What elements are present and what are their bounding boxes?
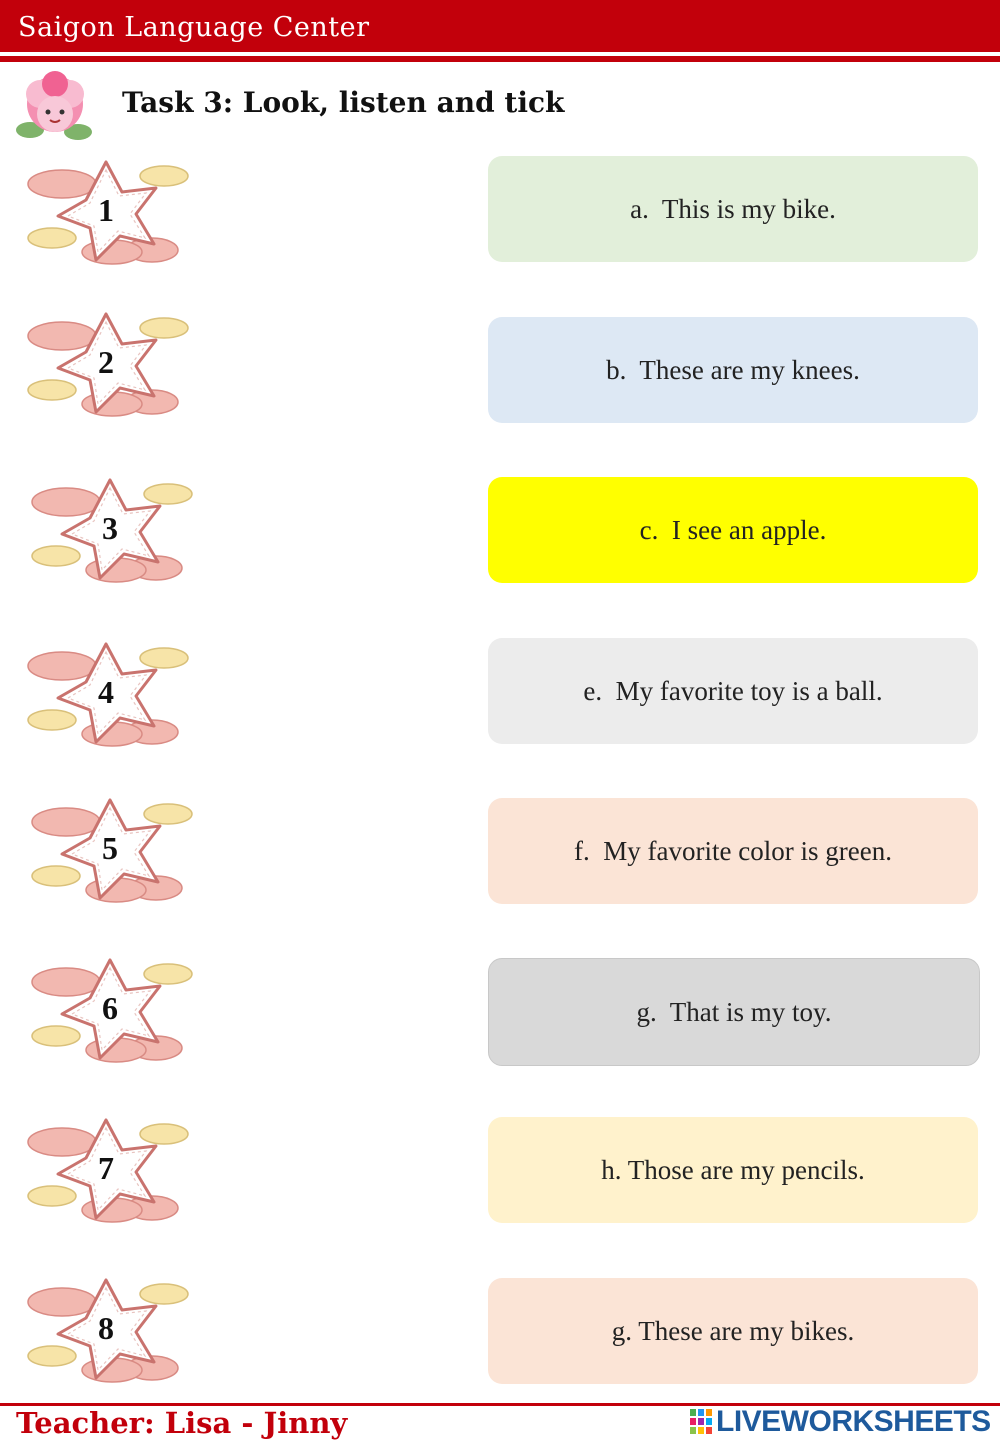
header-bar (0, 0, 1000, 52)
sentence-option-card[interactable] (488, 1278, 978, 1384)
flower-logo-icon (12, 68, 98, 150)
item-number: 3 (102, 510, 118, 546)
sentence-option-card[interactable] (488, 958, 980, 1066)
number-star-badge (28, 956, 198, 1066)
header-title: Saigon Language Center (18, 12, 370, 43)
number-star-badge (24, 310, 194, 420)
sentence-option-card[interactable] (488, 798, 978, 904)
sentence-text: h. Those are my pencils. (601, 1154, 865, 1185)
sentence-option-card[interactable] (488, 477, 978, 583)
item-number: 7 (98, 1150, 114, 1186)
sentence-text: g. That is my toy. (636, 996, 832, 1027)
item-number: 8 (98, 1310, 114, 1346)
liveworksheets-wordmark: LIVEWORKSHEETS (716, 1405, 991, 1438)
sentence-text: g. These are my bikes. (611, 1315, 855, 1346)
item-number: 6 (102, 990, 118, 1026)
liveworksheets-grid-icon (690, 1409, 712, 1435)
header-divider (0, 56, 1000, 62)
number-star-badge (24, 1116, 194, 1226)
sentence-option-card[interactable] (488, 317, 978, 423)
number-star-badge (24, 158, 194, 268)
number-star-badge (28, 476, 198, 586)
sentence-option-card[interactable] (488, 156, 978, 262)
sentence-text: a. This is my bike. (630, 193, 836, 224)
task-title: Task 3: Look, listen and tick (122, 86, 565, 119)
sentence-text: c. I see an apple. (639, 514, 827, 545)
sentence-text: f. My favorite color is green. (574, 835, 892, 866)
number-star-badge (28, 796, 198, 906)
teacher-credit: Teacher: Lisa - Jinny (16, 1406, 348, 1440)
liveworksheets-logo[interactable] (690, 1405, 991, 1439)
item-number: 5 (102, 830, 118, 866)
sentence-option-card[interactable] (488, 1117, 978, 1223)
sentence-option-card[interactable] (488, 638, 978, 744)
number-star-badge (24, 640, 194, 750)
item-number: 2 (98, 344, 114, 380)
item-number: 1 (98, 192, 114, 228)
sentence-text: e. My favorite toy is a ball. (583, 675, 883, 706)
number-star-badge (24, 1276, 194, 1386)
sentence-text: b. These are my knees. (606, 354, 860, 385)
item-number: 4 (98, 674, 114, 710)
